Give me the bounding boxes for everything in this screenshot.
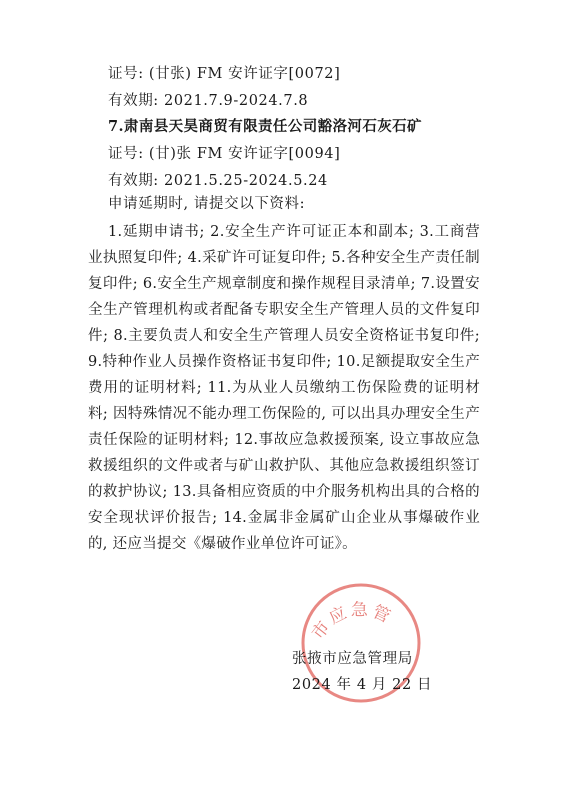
issuing-authority: 张掖市应急管理局 [292,651,413,667]
required-materials-paragraph [88,219,480,557]
cert-number-2: 证号: (甘)张 FM 安许证字[0094] [108,146,341,162]
seal-text: 市应急管 [308,600,396,644]
application-intro: 申请延期时, 请提交以下资料: [108,196,306,212]
item-7-title: 7.肃南县天昊商贸有限责任公司豁洛河石灰石矿 [108,118,422,135]
validity-period-1: 有效期: 2021.7.9-2024.7.8 [108,93,309,109]
required-materials-text: 1.延期申请书; 2.安全生产许可证正本和副本; 3.工商营业执照复印件; 4.采矿许可证复印件; 5.各种安全生产责任制复印件; 6.安全生产规章制度和操作规程目录清单; 7.设置安全生产管理机构或者配备专职安全生产管理人员的文件复印件; 8.主要负责人和安全生产管理人员安全资格证书复印件; 9.特种作业人员操作资格证书复印件; 10.足额提取安全生产费用的证明材料; 11.为从业人员缴纳工伤保险费的证明材料; 因特殊情况不能办理工伤保险的, 可以出具办理安全生产责任保险的证明材料; 12.事故应急救援预案, 设立事故应急救援组织的文件或者与矿山救护队、其他应急救援组织签订的救护协议; 13.具备相应资质的中介服务机构出具的合格的安全现状评价报告; 14.金属非金属矿山企业从事爆破作业的, 还应当提交《爆破作业单位许可证》。 [88,224,480,552]
validity-period-2: 有效期: 2021.5.25-2024.5.24 [108,173,328,189]
cert-number-1: 证号: (甘张) FM 安许证字[0072] [108,66,341,82]
issue-date: 2024 年 4 月 22 日 [292,677,433,693]
